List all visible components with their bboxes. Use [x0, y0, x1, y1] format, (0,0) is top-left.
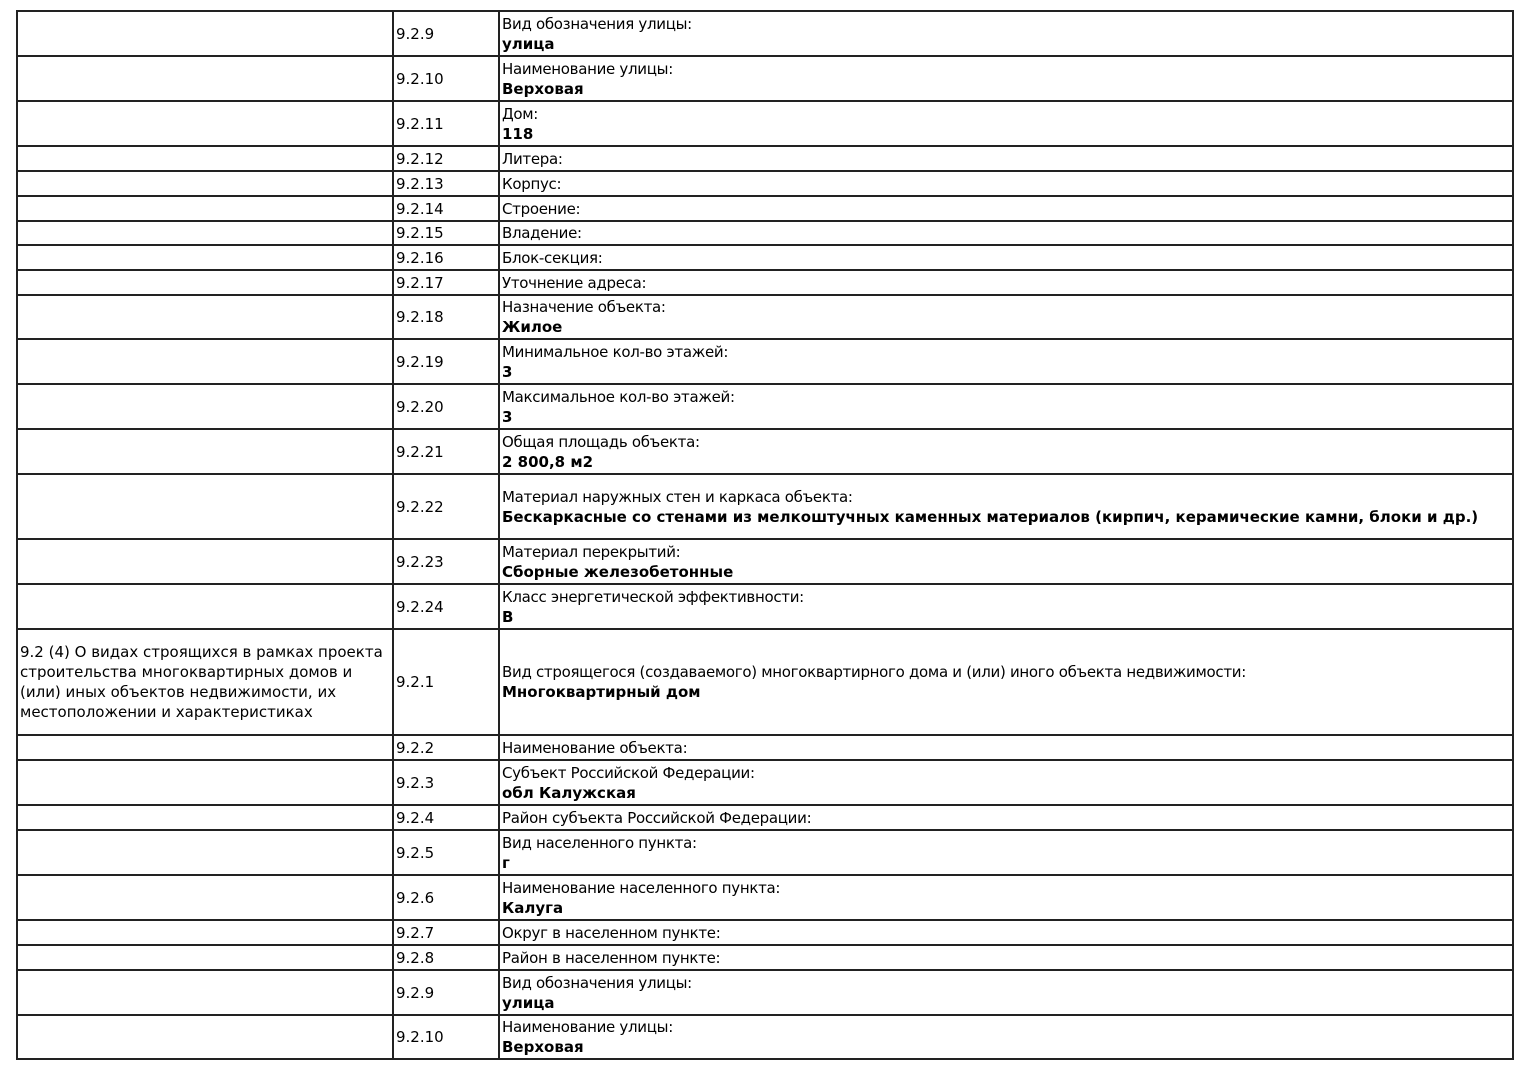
field-cell — [499, 629, 1513, 735]
field-value: Калуга — [502, 898, 564, 917]
field-cell — [499, 1015, 1513, 1059]
section-cell — [17, 11, 393, 56]
code-cell: 9.2.17 — [393, 270, 499, 295]
table-row — [17, 11, 1513, 56]
code-cell: 9.2.11 — [393, 101, 499, 146]
code-cell: 9.2.24 — [393, 584, 499, 629]
field-label: Вид обозначения улицы: — [502, 14, 692, 33]
field-cell — [499, 875, 1513, 920]
table-row — [17, 584, 1513, 629]
field-cell — [499, 221, 1513, 245]
field-label: Минимальное кол-во этажей: — [502, 342, 729, 361]
field-value: Жилое — [502, 318, 563, 336]
table-row — [17, 875, 1513, 920]
project-declaration-table — [16, 10, 1514, 1060]
section-cell — [17, 1015, 393, 1059]
field-cell — [499, 196, 1513, 221]
table-row — [17, 629, 1513, 735]
code-cell: 9.2.16 — [393, 245, 499, 270]
field-label: Владение: — [502, 224, 582, 242]
code-cell: 9.2.4 — [393, 805, 499, 830]
code-cell: 9.2.12 — [393, 146, 499, 171]
field-cell — [499, 970, 1513, 1015]
code-cell: 9.2.20 — [393, 384, 499, 429]
code-cell: 9.2.7 — [393, 920, 499, 945]
field-value: 3 — [502, 362, 513, 381]
section-cell — [17, 339, 393, 384]
table-row — [17, 920, 1513, 945]
code-cell: 9.2.15 — [393, 221, 499, 245]
field-label: Район в населенном пункте: — [502, 948, 721, 967]
field-value: Многоквартирный дом — [502, 683, 701, 701]
table-row — [17, 101, 1513, 146]
code-cell: 9.2.10 — [393, 56, 499, 101]
table-row — [17, 295, 1513, 339]
table-row — [17, 245, 1513, 270]
field-cell — [499, 539, 1513, 584]
field-cell — [499, 146, 1513, 171]
field-label: Класс энергетической эффективности: — [502, 587, 804, 606]
field-label: Наименование улицы: — [502, 59, 673, 78]
section-cell — [17, 295, 393, 339]
field-cell — [499, 245, 1513, 270]
field-value: Сборные железобетонные — [502, 562, 734, 581]
field-value: Верховая — [502, 1038, 584, 1056]
field-label: Вид обозначения улицы: — [502, 973, 692, 992]
section-cell — [17, 146, 393, 171]
field-label: Наименование улицы: — [502, 1018, 673, 1036]
table-row — [17, 760, 1513, 805]
code-cell: 9.2.23 — [393, 539, 499, 584]
field-cell — [499, 295, 1513, 339]
table-row — [17, 735, 1513, 760]
code-cell: 9.2.1 — [393, 629, 499, 735]
code-cell: 9.2.3 — [393, 760, 499, 805]
field-cell — [499, 920, 1513, 945]
code-cell: 9.2.14 — [393, 196, 499, 221]
table-row — [17, 270, 1513, 295]
field-label: Назначение объекта: — [502, 298, 666, 316]
section-cell — [17, 196, 393, 221]
code-cell: 9.2.5 — [393, 830, 499, 875]
field-label: Корпус: — [502, 174, 562, 193]
table-row — [17, 945, 1513, 970]
field-value: улица — [502, 993, 555, 1012]
table-row — [17, 339, 1513, 384]
section-cell — [17, 735, 393, 760]
field-label: Район субъекта Российской Федерации: — [502, 808, 812, 827]
field-cell — [499, 735, 1513, 760]
section-cell — [17, 429, 393, 474]
section-cell: 9.2 (4) О видах строящихся в рамках проекта строительства многоквартирных домов и (или) иных объектов недвижимости, их местоположении и характеристиках — [17, 629, 393, 735]
field-label: Строение: — [502, 199, 581, 218]
field-value: г — [502, 853, 510, 872]
field-label: Дом: — [502, 104, 539, 123]
field-cell — [499, 56, 1513, 101]
section-cell — [17, 970, 393, 1015]
field-cell — [499, 270, 1513, 295]
table-row — [17, 539, 1513, 584]
field-label: Уточнение адреса: — [502, 273, 647, 292]
code-cell: 9.2.8 — [393, 945, 499, 970]
section-cell — [17, 245, 393, 270]
section-cell — [17, 830, 393, 875]
field-label: Вид строящегося (создаваемого) многоквартирного дома и (или) иного объекта недвижимости: — [502, 663, 1246, 681]
section-cell — [17, 270, 393, 295]
code-cell: 9.2.18 — [393, 295, 499, 339]
section-cell — [17, 101, 393, 146]
field-cell — [499, 384, 1513, 429]
table-body — [17, 11, 1513, 1059]
section-cell — [17, 584, 393, 629]
field-value: Бескаркасные со стенами из мелкоштучных каменных материалов (кирпич, керамические камни, блоки и др.) — [502, 507, 1479, 526]
table-row — [17, 196, 1513, 221]
section-cell — [17, 474, 393, 539]
field-value: Верховая — [502, 79, 584, 98]
code-cell: 9.2.13 — [393, 171, 499, 196]
field-label: Субъект Российской Федерации: — [502, 763, 755, 782]
field-label: Вид населенного пункта: — [502, 833, 697, 852]
code-cell: 9.2.6 — [393, 875, 499, 920]
field-label: Наименование населенного пункта: — [502, 878, 781, 897]
code-cell: 9.2.22 — [393, 474, 499, 539]
table-row — [17, 429, 1513, 474]
field-value: улица — [502, 34, 555, 53]
section-cell — [17, 920, 393, 945]
field-cell — [499, 429, 1513, 474]
field-label: Литера: — [502, 149, 563, 168]
section-cell — [17, 875, 393, 920]
field-value: 2 800,8 м2 — [502, 452, 594, 471]
code-cell: 9.2.9 — [393, 11, 499, 56]
field-cell — [499, 584, 1513, 629]
field-label: Общая площадь объекта: — [502, 432, 700, 451]
field-cell — [499, 945, 1513, 970]
table-row — [17, 805, 1513, 830]
field-cell — [499, 760, 1513, 805]
section-cell — [17, 384, 393, 429]
field-value: 3 — [502, 407, 513, 426]
table-row — [17, 146, 1513, 171]
section-cell — [17, 760, 393, 805]
field-cell — [499, 805, 1513, 830]
code-cell: 9.2.19 — [393, 339, 499, 384]
section-cell — [17, 171, 393, 196]
table-row — [17, 970, 1513, 1015]
field-value: В — [502, 607, 514, 626]
field-label: Материал перекрытий: — [502, 542, 681, 561]
field-cell — [499, 339, 1513, 384]
table-row — [17, 171, 1513, 196]
code-cell: 9.2.21 — [393, 429, 499, 474]
field-label: Наименование объекта: — [502, 738, 688, 757]
field-cell — [499, 830, 1513, 875]
code-cell: 9.2.2 — [393, 735, 499, 760]
table-row — [17, 1015, 1513, 1059]
code-cell: 9.2.10 — [393, 1015, 499, 1059]
table-row — [17, 474, 1513, 539]
field-label: Округ в населенном пункте: — [502, 923, 721, 942]
field-cell — [499, 11, 1513, 56]
section-cell — [17, 56, 393, 101]
field-value: 118 — [502, 124, 534, 143]
code-cell: 9.2.9 — [393, 970, 499, 1015]
section-cell — [17, 805, 393, 830]
field-cell — [499, 171, 1513, 196]
field-label: Блок-секция: — [502, 248, 603, 267]
table-row — [17, 221, 1513, 245]
field-label: Материал наружных стен и каркаса объекта: — [502, 487, 853, 506]
section-cell — [17, 945, 393, 970]
field-value: обл Калужская — [502, 783, 636, 802]
table-row — [17, 830, 1513, 875]
table-row — [17, 56, 1513, 101]
field-label: Максимальное кол-во этажей: — [502, 387, 735, 406]
section-cell — [17, 221, 393, 245]
field-cell — [499, 101, 1513, 146]
section-cell — [17, 539, 393, 584]
table-row — [17, 384, 1513, 429]
field-cell — [499, 474, 1513, 539]
